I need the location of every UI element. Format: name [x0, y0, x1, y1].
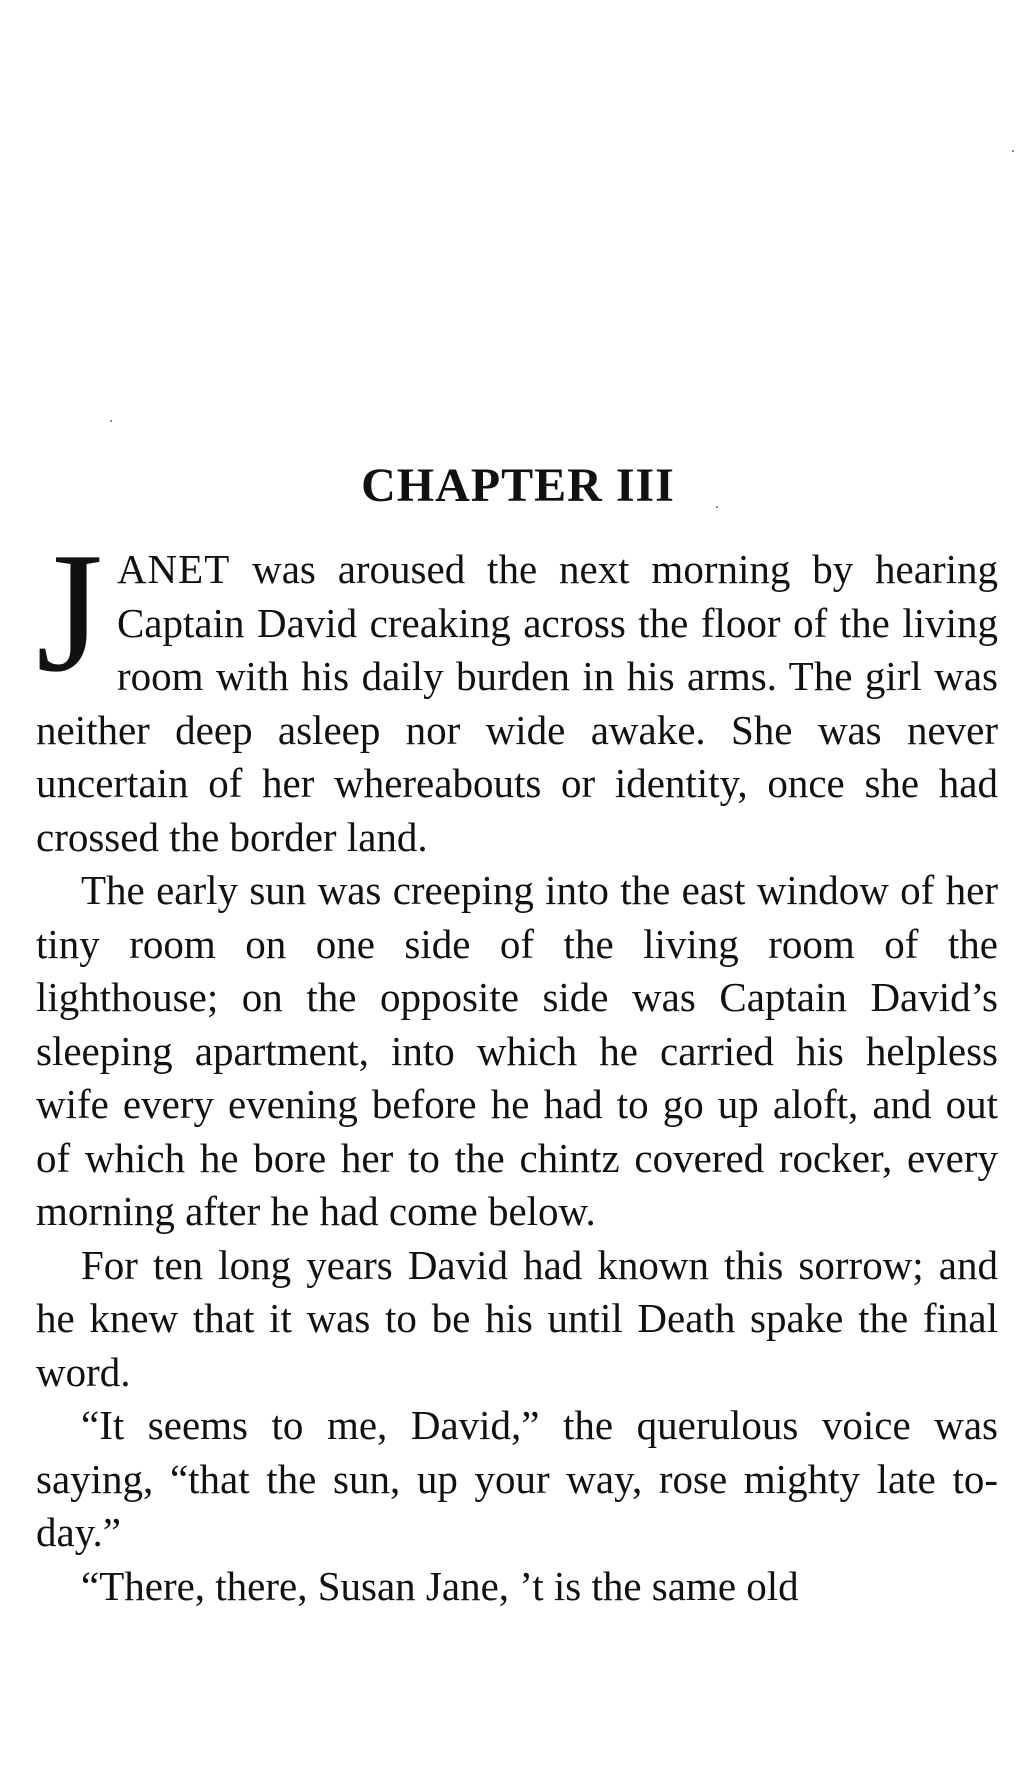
page-speck — [1012, 150, 1014, 152]
paragraph-5: “There, there, Susan Jane, ’t is the same old — [81, 1562, 799, 1609]
chapter-heading: CHAPTER III — [361, 459, 675, 513]
paragraph-4: “It seems to me, David,” the querulous voice was saying, “that the sun, up your way, rose mighty late to-day.” — [36, 1402, 998, 1555]
body-text — [36, 518, 998, 1613]
paragraph-2: The early sun was creeping into the east window of her tiny room on one side of the living room of the lighthouse; on the opposite side was Captain David’s sleeping apartment, into which he carried his helpless wife every evening before he had to go up aloft, and out of which he bore her to the chintz covered rocker, every morning after he had come below. — [36, 867, 998, 1234]
paragraph-text: was aroused the next morning by hearing Captain David creaking across the floor of the living room with his daily burden in his arms. The girl was neither deep asleep nor wide awake. She was never uncertain of her whereabouts or identity, once she had crossed the border land. — [36, 546, 998, 860]
page-speck — [110, 420, 112, 422]
paragraph-3: For ten long years David had known this sorrow; and he knew that it was to be his until Death spake the final word. — [36, 1241, 998, 1395]
drop-cap: J — [36, 518, 103, 708]
lead-word: ANET — [116, 546, 231, 592]
paragraph-1 — [36, 518, 998, 864]
